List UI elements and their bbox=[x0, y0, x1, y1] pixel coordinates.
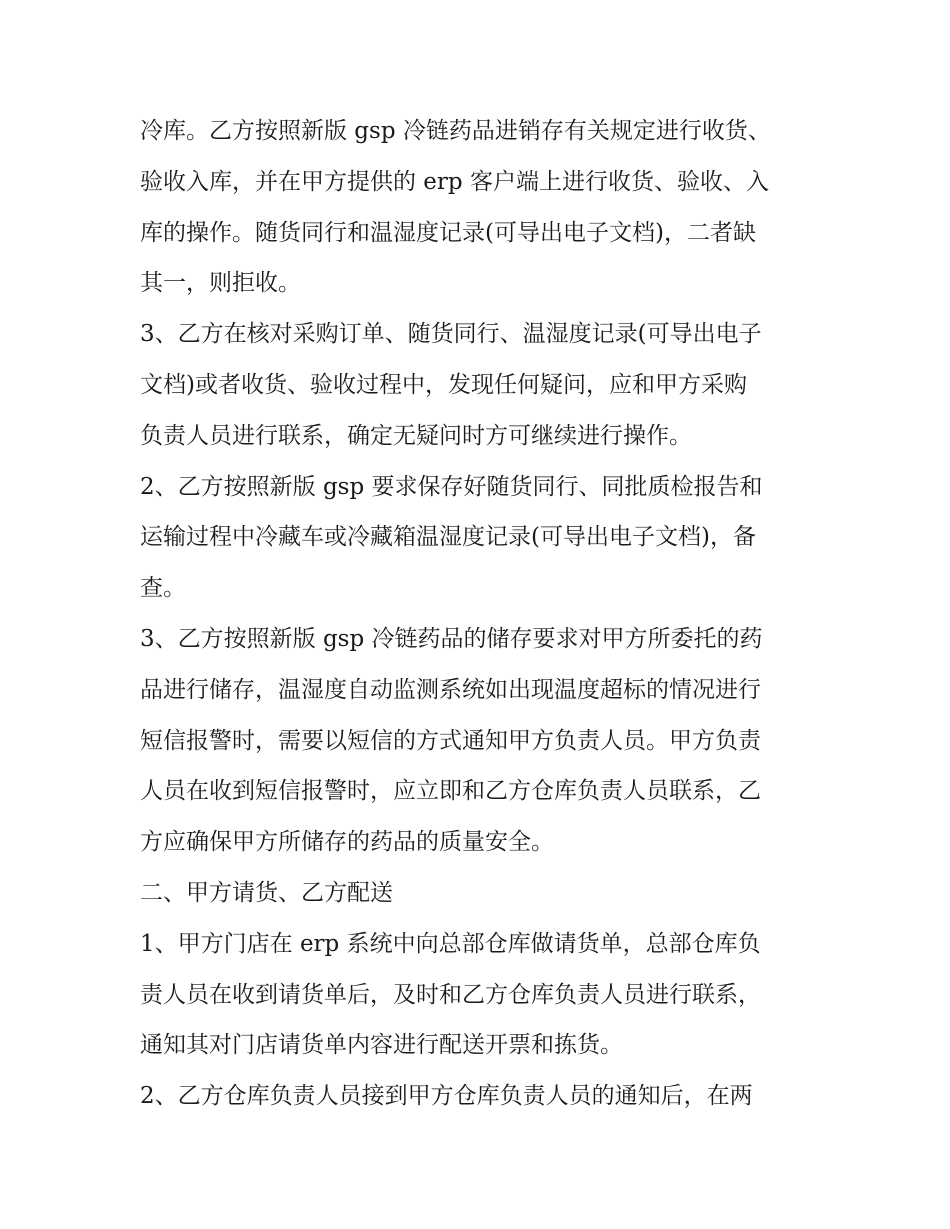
text-line: 库的操作。随货同行和温湿度记录(可导出电子文档)，二者缺 bbox=[140, 219, 756, 246]
text-line: 3、乙方在核对采购订单、随货同行、温湿度记录(可导出电子 bbox=[140, 321, 762, 348]
text-line: 其一，则拒收。 bbox=[140, 270, 301, 297]
text-line: 查。 bbox=[140, 575, 186, 602]
text-line: 负责人员进行联系，确定无疑问时方可继续进行操作。 bbox=[140, 422, 692, 449]
text-line: 文档)或者收货、验收过程中，发现任何疑问，应和甲方采购 bbox=[140, 371, 747, 398]
text-line: 冷库。乙方按照新版 gsp 冷链药品进销存有关规定进行收货、 bbox=[140, 118, 771, 144]
text-line: 短信报警时，需要以短信的方式通知甲方负责人员。甲方负责 bbox=[140, 727, 761, 754]
text-line: 2、乙方按照新版 gsp 要求保存好随货同行、同批质检报告和 bbox=[140, 473, 763, 500]
text-line: 品进行储存，温湿度自动监测系统如出现温度超标的情况进行 bbox=[140, 676, 761, 703]
document-body bbox=[140, 106, 820, 1122]
text-line: 1、甲方门店在 erp 系统中向总部仓库做请货单，总部仓库负 bbox=[140, 930, 761, 957]
text-line: 人员在收到短信报警时，应立即和乙方仓库负责人员联系，乙 bbox=[140, 778, 761, 805]
text-line: 2、乙方仓库负责人员接到甲方仓库负责人员的通知后，在两 bbox=[140, 1083, 753, 1110]
text-line: 运输过程中冷藏车或冷藏箱温湿度记录(可导出电子文档)，备 bbox=[140, 524, 756, 551]
text-line: 方应确保甲方所储存的药品的质量安全。 bbox=[140, 829, 554, 856]
text-line: 责人员在收到请货单后，及时和乙方仓库负责人员进行联系， bbox=[140, 981, 761, 1008]
section-heading: 二、甲方请货、乙方配送 bbox=[140, 879, 393, 906]
text-line: 验收入库，并在甲方提供的 erp 客户端上进行收货、验收、入 bbox=[140, 168, 769, 195]
text-line: 3、乙方按照新版 gsp 冷链药品的储存要求对甲方所委托的药 bbox=[140, 625, 763, 652]
text-line: 通知其对门店请货单内容进行配送开票和拣货。 bbox=[140, 1032, 623, 1059]
